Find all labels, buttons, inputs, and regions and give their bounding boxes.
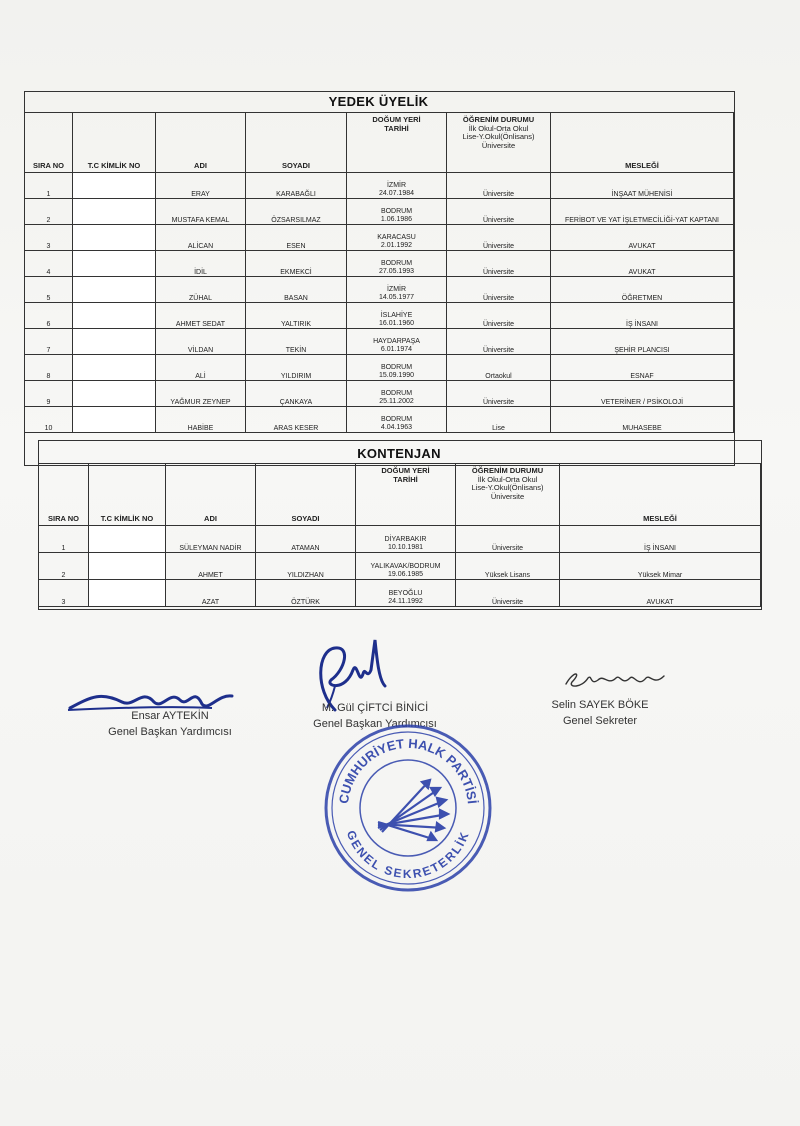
cell-meslegi: AVUKAT bbox=[560, 580, 761, 607]
header-ogrenim-line3: Üniversite bbox=[490, 491, 525, 501]
table-row bbox=[25, 277, 734, 303]
header-ogrenim-line3: Üniversite bbox=[481, 140, 516, 150]
cell-sira-no: 8 bbox=[25, 355, 73, 381]
kontenjan-body bbox=[39, 526, 761, 607]
stamp-bottom-text: GENEL SEKRETERLİK bbox=[343, 828, 473, 882]
cell-adi: YAĞMUR ZEYNEP bbox=[156, 381, 246, 407]
table-row bbox=[25, 381, 734, 407]
header-dogum bbox=[347, 113, 447, 173]
cell-adi: HABİBE bbox=[156, 407, 246, 433]
cell-sira-no: 1 bbox=[39, 526, 89, 553]
cell-adi: MUSTAFA KEMAL bbox=[156, 199, 246, 225]
header-ogrenim-title: ÖĞRENİM DURUMU bbox=[462, 115, 535, 124]
header-ogrenim bbox=[447, 113, 551, 173]
cell-meslegi: FERİBOT VE YAT İŞLETMECİLİĞİ-YAT KAPTANI bbox=[551, 199, 734, 225]
cell-tc-kimlik-no-redacted bbox=[89, 580, 166, 607]
cell-dogum bbox=[356, 553, 456, 580]
signatory-role: Genel Sekreter bbox=[563, 715, 637, 727]
cell-adi: VİLDAN bbox=[156, 329, 246, 355]
cell-meslegi: AVUKAT bbox=[551, 251, 734, 277]
cell-dogum bbox=[356, 526, 456, 553]
cell-sira-no: 5 bbox=[25, 277, 73, 303]
cell-sira-no: 3 bbox=[39, 580, 89, 607]
cell-sira-no: 6 bbox=[25, 303, 73, 329]
table-row bbox=[25, 225, 734, 251]
cell-dogum-yeri: DİYARBAKIR bbox=[384, 536, 427, 543]
cell-dogum bbox=[347, 303, 447, 329]
cell-dogum-yeri: HAYDARPAŞA bbox=[373, 338, 420, 345]
cell-ogrenim: Üniversite bbox=[456, 580, 560, 607]
cell-adi: SÜLEYMAN NADİR bbox=[166, 526, 256, 553]
cell-dogum-yeri: BODRUM bbox=[380, 364, 413, 371]
cell-ogrenim: Yüksek Lisans bbox=[456, 553, 560, 580]
party-stamp bbox=[322, 722, 494, 894]
cell-soyadi: ÖZSARSILMAZ bbox=[246, 199, 347, 225]
cell-dogum bbox=[347, 251, 447, 277]
header-dogum-yeri: DOĞUM YERİ bbox=[381, 466, 430, 475]
kontenjan-header-row bbox=[39, 464, 761, 526]
kontenjan-table bbox=[38, 463, 761, 607]
header-adi: ADI bbox=[166, 464, 256, 526]
cell-soyadi: YILDIZHAN bbox=[256, 553, 356, 580]
cell-dogum bbox=[347, 173, 447, 199]
cell-meslegi: İNŞAAT MÜHENİSİ bbox=[551, 173, 734, 199]
table-row bbox=[25, 355, 734, 381]
cell-soyadi: ATAMAN bbox=[256, 526, 356, 553]
header-soyadi: SOYADI bbox=[256, 464, 356, 526]
cell-dogum-yeri: BODRUM bbox=[380, 260, 413, 267]
cell-adi: ALİ bbox=[156, 355, 246, 381]
cell-dogum bbox=[347, 407, 447, 433]
cell-ogrenim: Üniversite bbox=[447, 329, 551, 355]
cell-ogrenim: Üniversite bbox=[447, 251, 551, 277]
cell-meslegi: VETERİNER / PSİKOLOJİ bbox=[551, 381, 734, 407]
cell-dogum-tarihi: 15.09.1990 bbox=[378, 372, 415, 379]
cell-tc-kimlik-no-redacted bbox=[73, 381, 156, 407]
header-soyadi: SOYADI bbox=[246, 113, 347, 173]
header-dogum bbox=[356, 464, 456, 526]
cell-adi: ALİCAN bbox=[156, 225, 246, 251]
cell-dogum bbox=[347, 199, 447, 225]
cell-tc-kimlik-no-redacted bbox=[73, 329, 156, 355]
cell-dogum-tarihi: 27.05.1993 bbox=[378, 268, 415, 275]
cell-tc-kimlik-no-redacted bbox=[73, 251, 156, 277]
cell-tc-kimlik-no-redacted bbox=[73, 199, 156, 225]
cell-sira-no: 4 bbox=[25, 251, 73, 277]
cell-soyadi: YILDIRIM bbox=[246, 355, 347, 381]
cell-soyadi: EKMEKCİ bbox=[246, 251, 347, 277]
cell-dogum-yeri: İZMİR bbox=[386, 286, 407, 293]
table-row bbox=[39, 553, 761, 580]
header-tc-kimlik-no: T.C KİMLİK NO bbox=[73, 113, 156, 173]
cell-meslegi: ÖĞRETMEN bbox=[551, 277, 734, 303]
cell-soyadi: TEKİN bbox=[246, 329, 347, 355]
cell-dogum bbox=[347, 355, 447, 381]
cell-ogrenim: Üniversite bbox=[447, 381, 551, 407]
cell-soyadi: BASAN bbox=[246, 277, 347, 303]
cell-dogum-tarihi: 24.11.1992 bbox=[388, 598, 423, 605]
cell-adi: AHMET SEDAT bbox=[156, 303, 246, 329]
table-row bbox=[25, 173, 734, 199]
header-dogum-tarihi: TARİHİ bbox=[393, 474, 418, 484]
cell-tc-kimlik-no-redacted bbox=[89, 526, 166, 553]
header-ogrenim bbox=[456, 464, 560, 526]
cell-dogum bbox=[356, 580, 456, 607]
cell-sira-no: 1 bbox=[25, 173, 73, 199]
cell-tc-kimlik-no-redacted bbox=[73, 303, 156, 329]
cell-dogum-tarihi: 25.11.2002 bbox=[379, 398, 414, 405]
cell-meslegi: İŞ İNSANI bbox=[551, 303, 734, 329]
cell-meslegi: İŞ İNSANI bbox=[560, 526, 761, 553]
header-ogrenim-line2: Lise-Y.Okul(Önlisans) bbox=[471, 483, 544, 492]
cell-dogum-tarihi: 6.01.1974 bbox=[380, 346, 413, 353]
svg-text:CUMHURİYET HALK PARTİSİ bbox=[336, 736, 480, 805]
cell-ogrenim: Üniversite bbox=[447, 199, 551, 225]
cell-dogum-tarihi: 19.06.1985 bbox=[387, 571, 424, 578]
cell-dogum bbox=[347, 277, 447, 303]
cell-dogum-tarihi: 24.07.1984 bbox=[378, 190, 415, 197]
cell-soyadi: ARAS KESER bbox=[246, 407, 347, 433]
yedek-header-row bbox=[25, 113, 734, 173]
cell-tc-kimlik-no-redacted bbox=[73, 355, 156, 381]
cell-dogum bbox=[347, 381, 447, 407]
cell-soyadi: ÇANKAYA bbox=[246, 381, 347, 407]
cell-sira-no: 9 bbox=[25, 381, 73, 407]
cell-ogrenim: Üniversite bbox=[447, 303, 551, 329]
yedek-table bbox=[24, 112, 734, 433]
cell-ogrenim: Üniversite bbox=[447, 173, 551, 199]
svg-text:GENEL SEKRETERLİK bbox=[344, 828, 473, 881]
cell-soyadi: YALTIRIK bbox=[246, 303, 347, 329]
table-row bbox=[25, 251, 734, 277]
signatory-name: M. Gül ÇİFTCİ BİNİCİ bbox=[321, 702, 429, 714]
header-meslegi: MESLEĞİ bbox=[551, 113, 734, 173]
cell-meslegi: ESNAF bbox=[551, 355, 734, 381]
cell-meslegi: AVUKAT bbox=[551, 225, 734, 251]
signatory-name: Selin SAYEK BÖKE bbox=[551, 699, 649, 711]
yedek-title: YEDEK ÜYELİK bbox=[328, 94, 429, 109]
header-ogrenim-line1: İlk Okul-Orta Okul bbox=[477, 474, 538, 484]
cell-adi: İDİL bbox=[156, 251, 246, 277]
cell-ogrenim: Üniversite bbox=[456, 526, 560, 553]
cell-dogum-yeri: BODRUM bbox=[380, 390, 413, 397]
yedek-body bbox=[25, 173, 734, 433]
cell-ogrenim: Üniversite bbox=[447, 225, 551, 251]
cell-dogum-tarihi: 16.01.1960 bbox=[378, 320, 415, 327]
header-sira-no: SIRA NO bbox=[25, 113, 73, 173]
cell-meslegi: MUHASEBE bbox=[551, 407, 734, 433]
cell-meslegi: Yüksek Mimar bbox=[560, 553, 761, 580]
cell-tc-kimlik-no-redacted bbox=[73, 173, 156, 199]
cell-dogum-yeri: KARACASU bbox=[377, 234, 416, 241]
signatory-name: Ensar AYTEKİN bbox=[131, 710, 209, 722]
signatory-role: Genel Başkan Yardımcısı bbox=[108, 726, 232, 738]
table-row bbox=[25, 199, 734, 225]
stamp-top-text: CUMHURİYET HALK PARTİSİ bbox=[336, 735, 480, 805]
cell-adi: AHMET bbox=[166, 553, 256, 580]
table-row bbox=[25, 329, 734, 355]
cell-tc-kimlik-no-redacted bbox=[73, 277, 156, 303]
kontenjan-title: KONTENJAN bbox=[357, 446, 441, 461]
header-ogrenim-title: ÖĞRENİM DURUMU bbox=[471, 466, 544, 475]
cell-dogum-yeri: YALIKAVAK/BODRUM bbox=[370, 563, 441, 570]
header-sira-no: SIRA NO bbox=[39, 464, 89, 526]
six-arrows-icon bbox=[378, 780, 448, 840]
cell-ogrenim: Ortaokul bbox=[447, 355, 551, 381]
cell-dogum-tarihi: 10.10.1981 bbox=[387, 544, 424, 551]
signature-block-1 bbox=[70, 708, 270, 740]
cell-dogum-yeri: BODRUM bbox=[380, 208, 413, 215]
header-tc-kimlik-no: T.C KİMLİK NO bbox=[89, 464, 166, 526]
signature-block-3 bbox=[500, 697, 700, 729]
cell-sira-no: 10 bbox=[25, 407, 73, 433]
cell-sira-no: 7 bbox=[25, 329, 73, 355]
table-row bbox=[39, 526, 761, 553]
cell-sira-no: 2 bbox=[25, 199, 73, 225]
cell-adi: ZÜHAL bbox=[156, 277, 246, 303]
cell-tc-kimlik-no-redacted bbox=[73, 225, 156, 251]
cell-sira-no: 3 bbox=[25, 225, 73, 251]
cell-sira-no: 2 bbox=[39, 553, 89, 580]
cell-ogrenim: Üniversite bbox=[447, 277, 551, 303]
cell-soyadi: ÖZTÜRK bbox=[256, 580, 356, 607]
header-adi: ADI bbox=[156, 113, 246, 173]
header-dogum-yeri: DOĞUM YERİ bbox=[372, 115, 421, 124]
cell-dogum-tarihi: 1.06.1986 bbox=[380, 216, 413, 223]
signature-boke-image bbox=[560, 664, 680, 694]
signatory-role: Genel Başkan Yardımcısı bbox=[313, 718, 437, 730]
cell-dogum-yeri: BEYOĞLU bbox=[388, 590, 423, 597]
cell-dogum-tarihi: 2.01.1992 bbox=[380, 242, 413, 249]
cell-soyadi: ESEN bbox=[246, 225, 347, 251]
table-row bbox=[25, 303, 734, 329]
cell-tc-kimlik-no-redacted bbox=[89, 553, 166, 580]
header-dogum-tarihi: TARİHİ bbox=[384, 123, 409, 133]
cell-adi: AZAT bbox=[166, 580, 256, 607]
header-ogrenim-line1: İlk Okul-Orta Okul bbox=[468, 123, 529, 133]
table-row bbox=[25, 407, 734, 433]
cell-dogum-yeri: BODRUM bbox=[380, 416, 413, 423]
cell-dogum-tarihi: 14.05.1977 bbox=[378, 294, 415, 301]
cell-dogum bbox=[347, 329, 447, 355]
cell-adi: ERAY bbox=[156, 173, 246, 199]
cell-dogum bbox=[347, 225, 447, 251]
table-row bbox=[39, 580, 761, 607]
cell-soyadi: KARABAĞLI bbox=[246, 173, 347, 199]
cell-meslegi: ŞEHİR PLANCISI bbox=[551, 329, 734, 355]
header-meslegi: MESLEĞİ bbox=[560, 464, 761, 526]
cell-dogum-yeri: İZMİR bbox=[386, 182, 407, 189]
cell-dogum-yeri: İSLAHİYE bbox=[380, 312, 413, 319]
cell-ogrenim: Lise bbox=[447, 407, 551, 433]
header-ogrenim-line2: Lise-Y.Okul(Önlisans) bbox=[462, 132, 535, 141]
cell-tc-kimlik-no-redacted bbox=[73, 407, 156, 433]
cell-dogum-tarihi: 4.04.1963 bbox=[380, 424, 413, 431]
